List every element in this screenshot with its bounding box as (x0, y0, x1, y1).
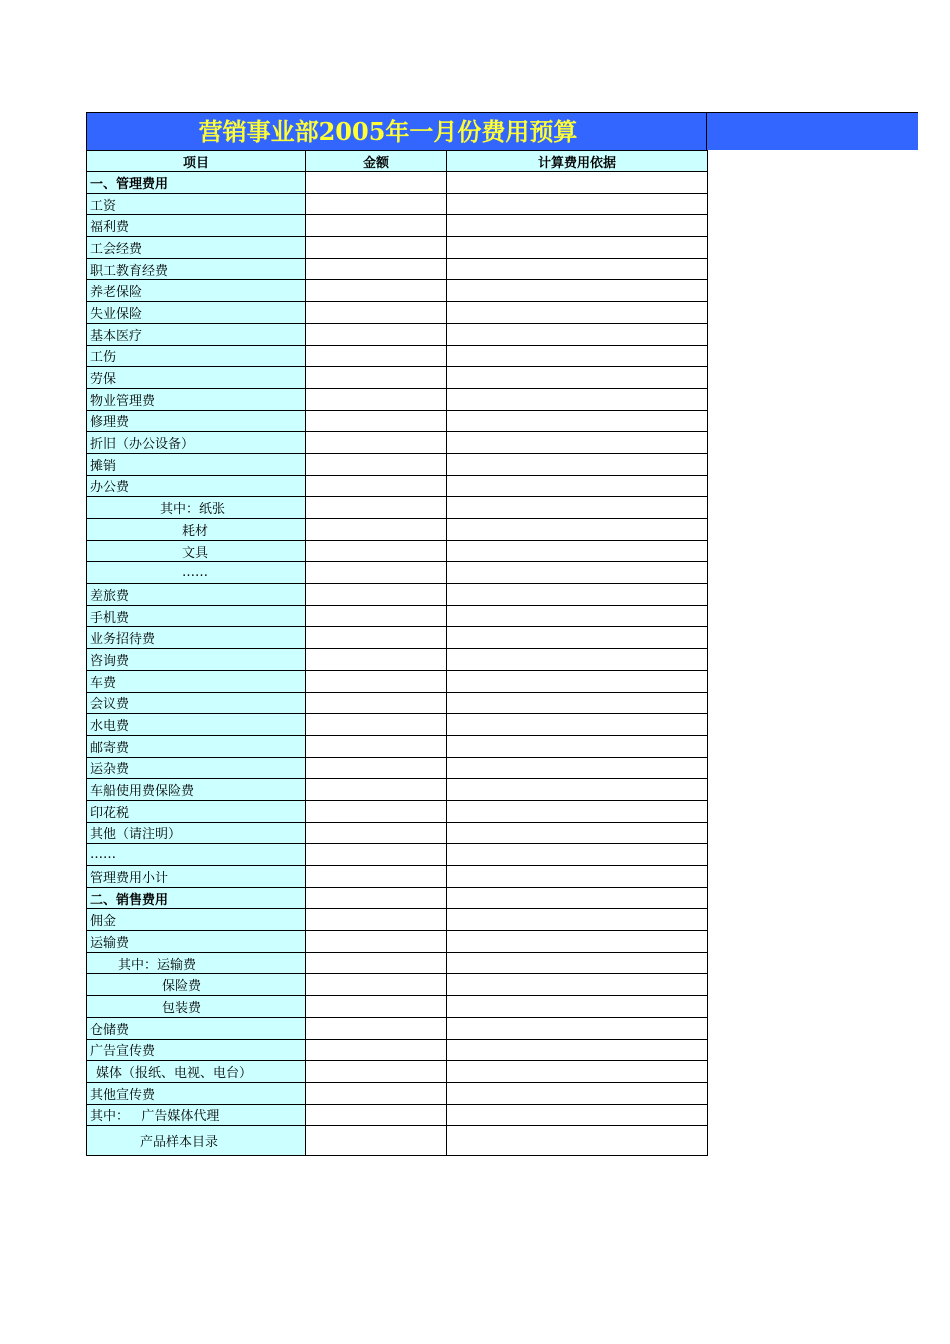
amount-cell[interactable] (306, 453, 447, 475)
amount-cell[interactable] (306, 909, 447, 931)
row-label: 媒体（报纸、电视、电台） (87, 1061, 306, 1083)
basis-cell[interactable] (447, 844, 708, 866)
row-label: 失业保险 (87, 302, 306, 324)
amount-cell[interactable] (306, 323, 447, 345)
amount-cell[interactable] (306, 844, 447, 866)
budget-rows (87, 172, 708, 1156)
table-row (87, 237, 708, 259)
amount-cell[interactable] (306, 822, 447, 844)
amount-cell[interactable] (306, 258, 447, 280)
row-label: 工会经费 (87, 237, 306, 259)
table-row (87, 562, 708, 584)
table-row (87, 757, 708, 779)
table-row (87, 866, 708, 888)
row-label: 佣金 (87, 909, 306, 931)
table-row (87, 627, 708, 649)
basis-cell[interactable] (447, 735, 708, 757)
basis-cell[interactable] (447, 172, 708, 194)
basis-cell[interactable] (447, 822, 708, 844)
amount-cell[interactable] (306, 974, 447, 996)
amount-cell[interactable] (306, 302, 447, 324)
table-row (87, 367, 708, 389)
amount-cell[interactable] (306, 497, 447, 519)
table-row (87, 800, 708, 822)
basis-cell[interactable] (447, 627, 708, 649)
basis-cell[interactable] (447, 1126, 708, 1156)
table-row (87, 735, 708, 757)
table-row (87, 909, 708, 931)
row-label: 折旧（办公设备） (87, 432, 306, 454)
amount-cell[interactable] (306, 475, 447, 497)
row-label: 产品样本目录 (87, 1126, 306, 1156)
table-row (87, 779, 708, 801)
basis-cell[interactable] (447, 345, 708, 367)
amount-cell[interactable] (306, 237, 447, 259)
table-row (87, 453, 708, 475)
row-label: 工伤 (87, 345, 306, 367)
row-label: 劳保 (87, 367, 306, 389)
amount-cell[interactable] (306, 1126, 447, 1156)
basis-cell[interactable] (447, 800, 708, 822)
basis-cell[interactable] (447, 996, 708, 1018)
title-bar (86, 112, 918, 150)
row-label: 文具 (87, 540, 306, 562)
table-row (87, 822, 708, 844)
basis-cell[interactable] (447, 952, 708, 974)
table-row (87, 172, 708, 194)
amount-cell[interactable] (306, 432, 447, 454)
basis-cell[interactable] (447, 1017, 708, 1039)
row-label: 其中： 广告媒体代理 (87, 1104, 306, 1126)
row-label: 其中：运输费 (87, 952, 306, 974)
basis-cell[interactable] (447, 670, 708, 692)
amount-cell[interactable] (306, 562, 447, 584)
amount-cell[interactable] (306, 779, 447, 801)
table-row (87, 540, 708, 562)
table-row (87, 996, 708, 1018)
header-basis: 计算费用依据 (447, 151, 708, 172)
amount-cell[interactable] (306, 540, 447, 562)
row-label: 福利费 (87, 215, 306, 237)
basis-cell[interactable] (447, 779, 708, 801)
amount-cell[interactable] (306, 757, 447, 779)
basis-cell[interactable] (447, 1061, 708, 1083)
table-row (87, 388, 708, 410)
amount-cell[interactable] (306, 887, 447, 909)
basis-cell[interactable] (447, 410, 708, 432)
basis-cell[interactable] (447, 887, 708, 909)
basis-cell[interactable] (447, 974, 708, 996)
basis-cell[interactable] (447, 931, 708, 953)
budget-table (86, 150, 708, 1156)
basis-cell[interactable] (447, 497, 708, 519)
amount-cell[interactable] (306, 605, 447, 627)
table-row (87, 302, 708, 324)
row-label: 包装费 (87, 996, 306, 1018)
basis-cell[interactable] (447, 388, 708, 410)
row-label: 咨询费 (87, 649, 306, 671)
amount-cell[interactable] (306, 1082, 447, 1104)
amount-cell[interactable] (306, 367, 447, 389)
amount-cell[interactable] (306, 952, 447, 974)
row-label: 二、销售费用 (87, 887, 306, 909)
table-row (87, 1126, 708, 1156)
basis-cell[interactable] (447, 367, 708, 389)
basis-cell[interactable] (447, 605, 708, 627)
amount-cell[interactable] (306, 172, 447, 194)
basis-cell[interactable] (447, 757, 708, 779)
basis-cell[interactable] (447, 323, 708, 345)
table-row (87, 258, 708, 280)
basis-cell[interactable] (447, 649, 708, 671)
row-label: 工资 (87, 193, 306, 215)
basis-cell[interactable] (447, 1082, 708, 1104)
amount-cell[interactable] (306, 800, 447, 822)
basis-cell[interactable] (447, 215, 708, 237)
row-label: 其中：纸张 (87, 497, 306, 519)
title-divider (706, 112, 707, 150)
basis-cell[interactable] (447, 692, 708, 714)
table-row (87, 410, 708, 432)
table-row (87, 887, 708, 909)
basis-cell[interactable] (447, 280, 708, 302)
basis-cell[interactable] (447, 714, 708, 736)
amount-cell[interactable] (306, 1104, 447, 1126)
row-label: 运杂费 (87, 757, 306, 779)
basis-cell[interactable] (447, 453, 708, 475)
row-label: 印花税 (87, 800, 306, 822)
basis-cell[interactable] (447, 258, 708, 280)
row-label: 手机费 (87, 605, 306, 627)
table-row (87, 649, 708, 671)
row-label: 管理费用小计 (87, 866, 306, 888)
row-label: 职工教育经费 (87, 258, 306, 280)
amount-cell[interactable] (306, 345, 447, 367)
table-row (87, 432, 708, 454)
row-label: 保险费 (87, 974, 306, 996)
table-row (87, 844, 708, 866)
table-row (87, 692, 708, 714)
row-label: 车船使用费保险费 (87, 779, 306, 801)
table-row (87, 497, 708, 519)
amount-cell[interactable] (306, 519, 447, 541)
table-row (87, 931, 708, 953)
table-row (87, 1082, 708, 1104)
amount-cell[interactable] (306, 714, 447, 736)
table-row (87, 584, 708, 606)
row-label: 其他（请注明） (87, 822, 306, 844)
basis-cell[interactable] (447, 475, 708, 497)
table-row (87, 952, 708, 974)
amount-cell[interactable] (306, 996, 447, 1018)
table-row (87, 605, 708, 627)
basis-cell[interactable] (447, 519, 708, 541)
table-row (87, 714, 708, 736)
table-row (87, 670, 708, 692)
table-row (87, 323, 708, 345)
table-row (87, 974, 708, 996)
amount-cell[interactable] (306, 866, 447, 888)
table-row (87, 1104, 708, 1126)
amount-cell[interactable] (306, 735, 447, 757)
amount-cell[interactable] (306, 410, 447, 432)
amount-cell[interactable] (306, 1017, 447, 1039)
table-row (87, 1039, 708, 1061)
amount-cell[interactable] (306, 692, 447, 714)
table-row (87, 1017, 708, 1039)
row-label: 耗材 (87, 519, 306, 541)
row-label: 邮寄费 (87, 735, 306, 757)
row-label: 会议费 (87, 692, 306, 714)
row-label: 办公费 (87, 475, 306, 497)
amount-cell[interactable] (306, 670, 447, 692)
table-row (87, 519, 708, 541)
row-label: …… (87, 844, 306, 866)
basis-cell[interactable] (447, 1039, 708, 1061)
row-label: 物业管理费 (87, 388, 306, 410)
row-label: 业务招待费 (87, 627, 306, 649)
row-label: …… (87, 562, 306, 584)
basis-cell[interactable] (447, 540, 708, 562)
basis-cell[interactable] (447, 584, 708, 606)
amount-cell[interactable] (306, 627, 447, 649)
row-label: 水电费 (87, 714, 306, 736)
sheet-title: 营销事业部2005年一月份费用预算 (198, 117, 578, 146)
header-row (87, 151, 708, 172)
basis-cell[interactable] (447, 432, 708, 454)
basis-cell[interactable] (447, 193, 708, 215)
table-row (87, 345, 708, 367)
amount-cell[interactable] (306, 280, 447, 302)
header-amount: 金额 (306, 151, 447, 172)
header-item: 项目 (87, 151, 306, 172)
row-label: 运输费 (87, 931, 306, 953)
table-row (87, 193, 708, 215)
table-row (87, 1061, 708, 1083)
table-row (87, 280, 708, 302)
table-row (87, 215, 708, 237)
table-row (87, 475, 708, 497)
row-label: 其他宣传费 (87, 1082, 306, 1104)
row-label: 车费 (87, 670, 306, 692)
basis-cell[interactable] (447, 909, 708, 931)
amount-cell[interactable] (306, 931, 447, 953)
basis-cell[interactable] (447, 302, 708, 324)
row-label: 修理费 (87, 410, 306, 432)
amount-cell[interactable] (306, 1039, 447, 1061)
basis-cell[interactable] (447, 237, 708, 259)
row-label: 养老保险 (87, 280, 306, 302)
amount-cell[interactable] (306, 1061, 447, 1083)
basis-cell[interactable] (447, 866, 708, 888)
amount-cell[interactable] (306, 215, 447, 237)
row-label: 仓储费 (87, 1017, 306, 1039)
row-label: 摊销 (87, 453, 306, 475)
basis-cell[interactable] (447, 562, 708, 584)
row-label: 基本医疗 (87, 323, 306, 345)
row-label: 广告宣传费 (87, 1039, 306, 1061)
row-label: 差旅费 (87, 584, 306, 606)
row-label: 一、管理费用 (87, 172, 306, 194)
amount-cell[interactable] (306, 193, 447, 215)
amount-cell[interactable] (306, 649, 447, 671)
amount-cell[interactable] (306, 584, 447, 606)
amount-cell[interactable] (306, 388, 447, 410)
basis-cell[interactable] (447, 1104, 708, 1126)
